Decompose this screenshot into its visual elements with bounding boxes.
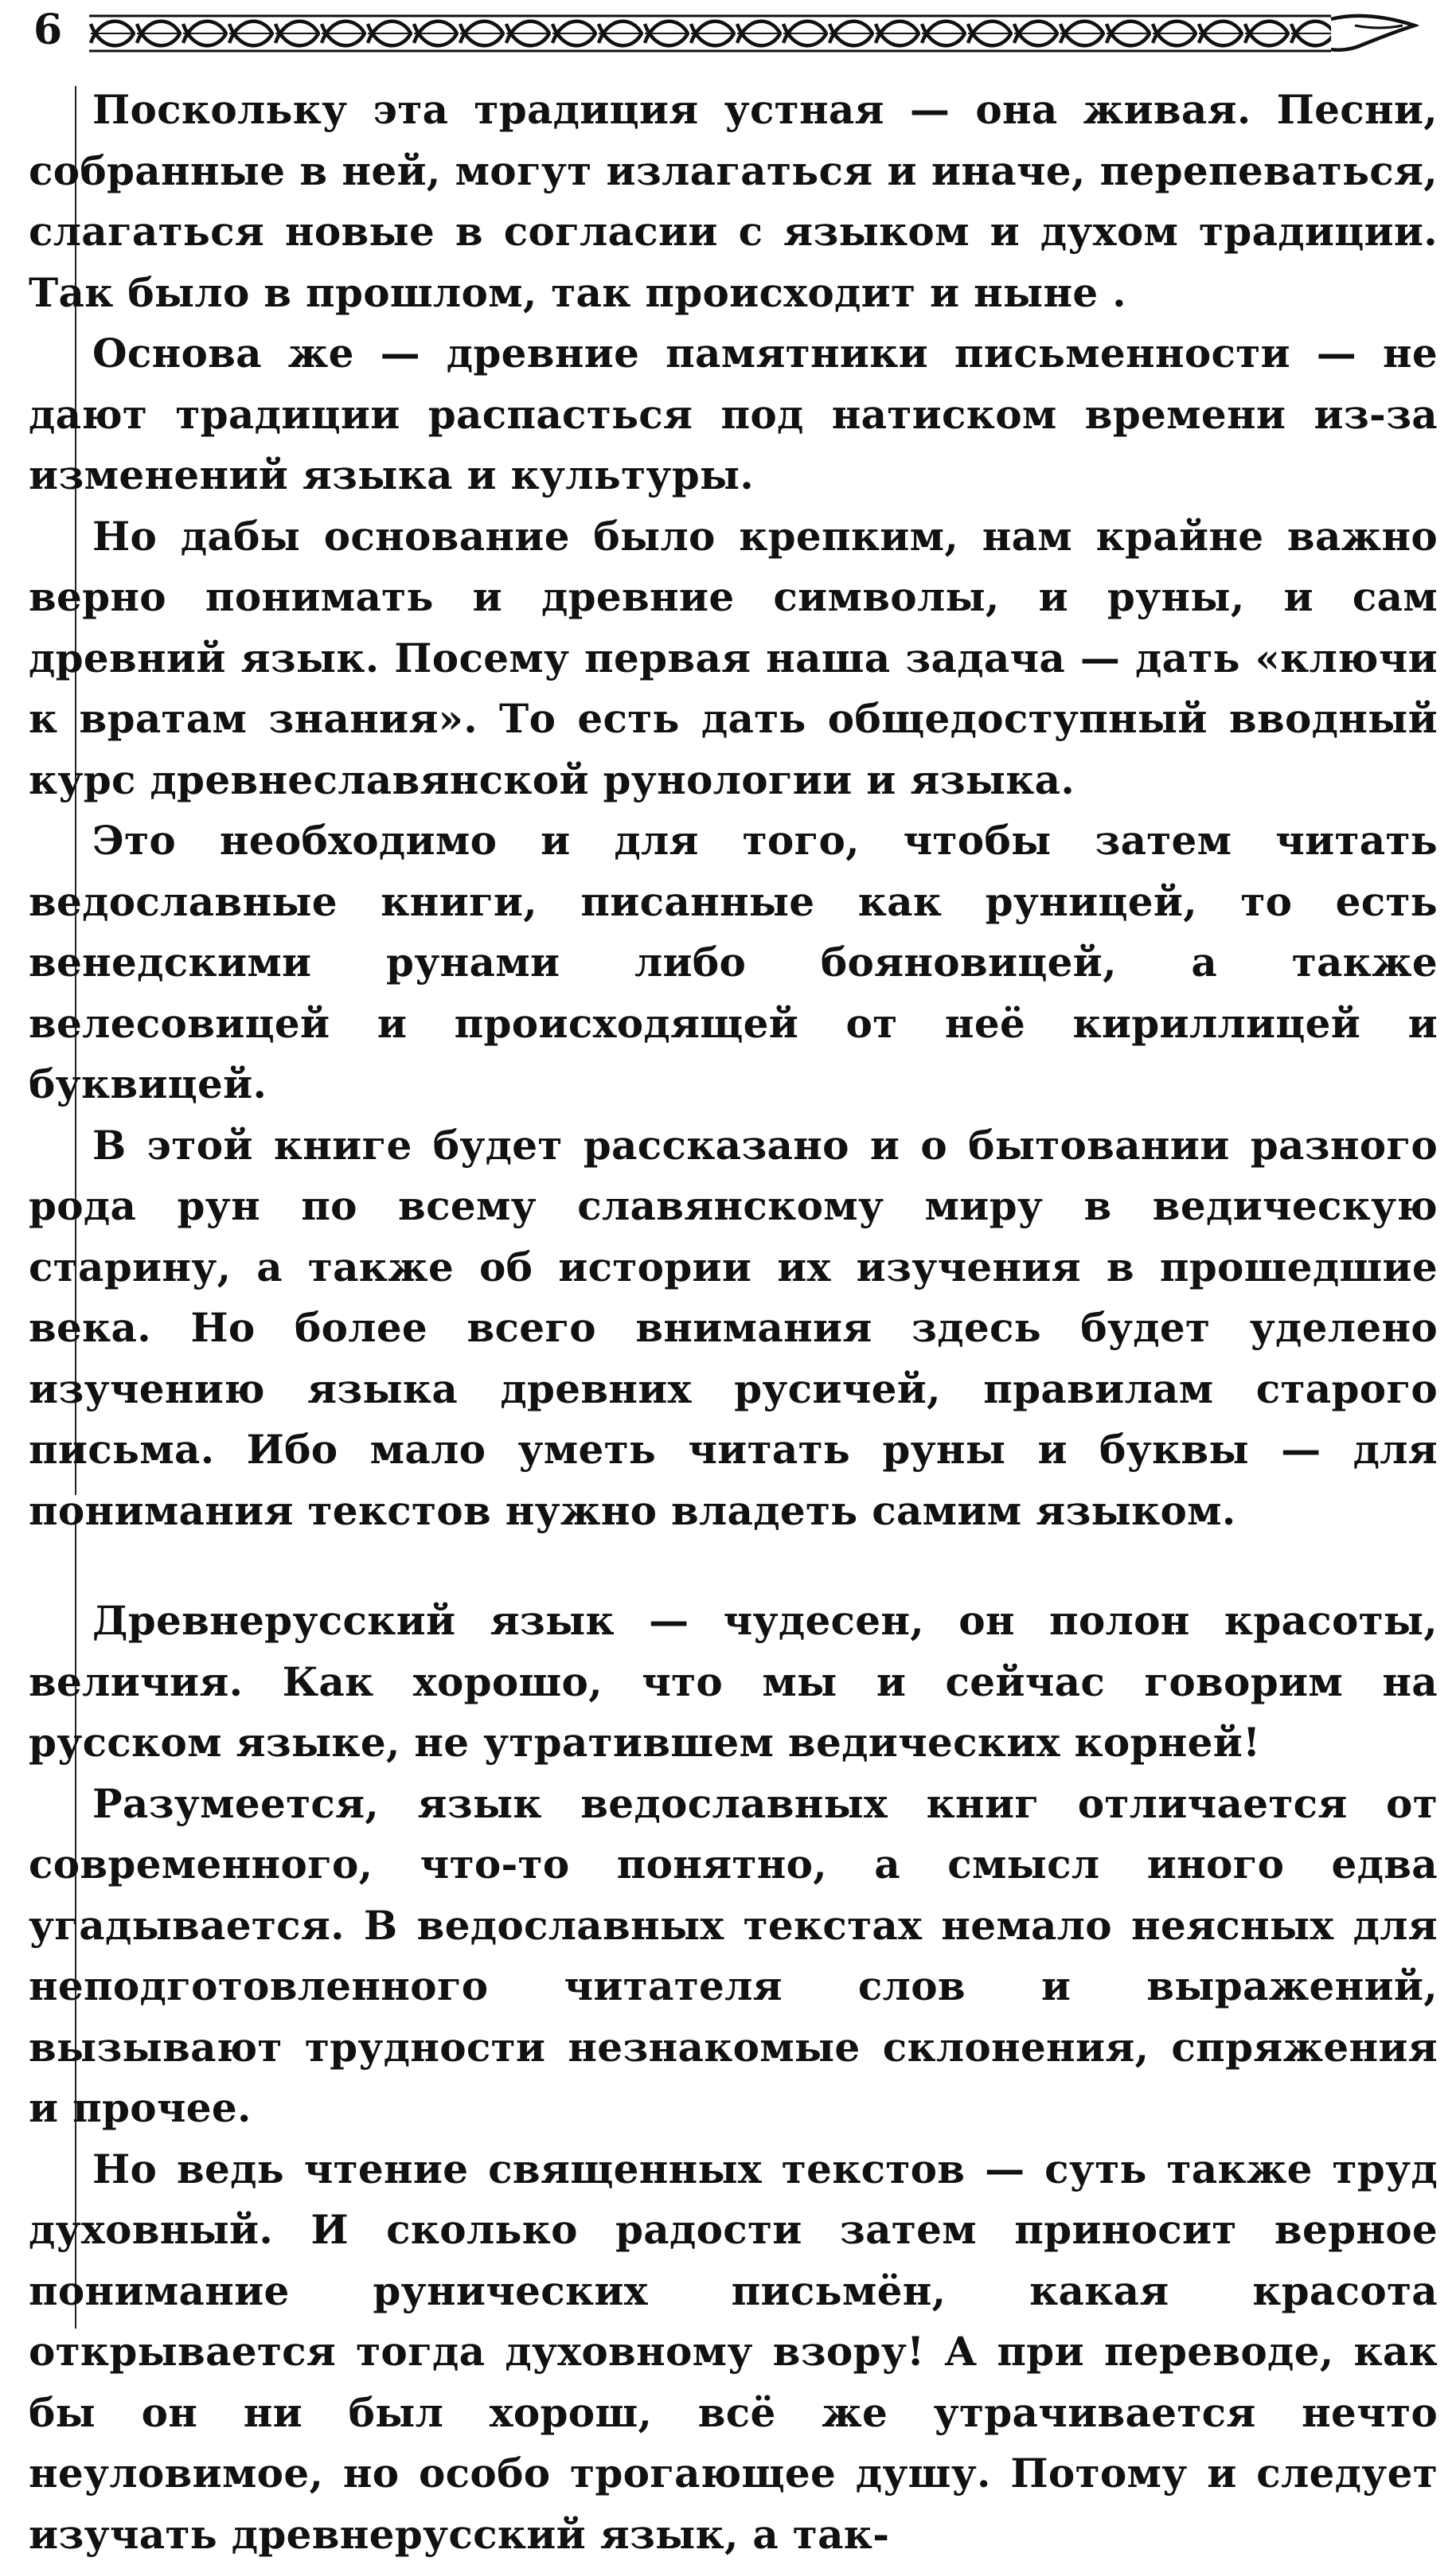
page-header bbox=[0, 0, 1456, 80]
page-number: 6 bbox=[33, 6, 62, 54]
paragraph: В этой книге будет рассказано и о бытовании разного рода рун по всему славянскому миру в ведическую старину, а также об истории их изучения в прошедшие века. Но более всего внимания здесь будет уделено изучению языка древних русичей, правилам старого письма. Ибо мало уметь читать руны и буквы — для понимания текстов нужно владеть самим языком. bbox=[29, 1115, 1438, 1542]
paragraph: Но дабы основание было крепким, нам крайне важно верно понимать и древние символы, и руны, и сам древний язык. Посему первая наша задача — дать «ключи к вратам знания». То есть дать общедоступный вводный курс древнеславянской рунологии и языка. bbox=[29, 506, 1438, 811]
paragraph: Это необходимо и для того, чтобы затем читать ведославные книги, писанные как руницей, то есть венедскими рунами либо бояновицей, а также велесовицей и происходящей от неё кириллицей и буквицей. bbox=[29, 810, 1438, 1115]
paragraph: Поскольку эта традиция устная — она живая. Песни, собранные в ней, могут излагаться и иначе, перепеваться, слагаться новые в согласии с языком и духом традиции. Так было в прошлом, так происходит и ныне . bbox=[29, 80, 1438, 323]
paragraph: Основа же — древние памятники письменности — не дают традиции распасться под натиском времени из-за изменений языка и культуры. bbox=[29, 323, 1438, 506]
paragraph: Древнерусский язык — чудесен, он полон красоты, величия. Как хорошо, что мы и сейчас говорим на русском языке, не утратившем ведических корней! bbox=[29, 1591, 1438, 1774]
paragraph: Но ведь чтение священных текстов — суть также труд духовный. И сколько радости затем приносит верное понимание рунических письмён, какая красота открывается тогда духовному взору! А при переводе, как бы он ни был хорош, всё же утрачивается нечто неуловимое, но особо трогающее душу. Потому и следует изучать древнерусский язык, а так- bbox=[29, 2139, 1438, 2565]
text-block bbox=[29, 80, 1438, 2565]
paragraph: Разумеется, язык ведославных книг отличается от современного, что-то понятно, а смысл иного едва угадывается. В ведославных текстах немало неясных для неподготовленного читателя слов и выражений, вызывают трудности незнакомые склонения, спряжения и прочее. bbox=[29, 1774, 1438, 2139]
ornament-border-icon bbox=[89, 11, 1419, 56]
